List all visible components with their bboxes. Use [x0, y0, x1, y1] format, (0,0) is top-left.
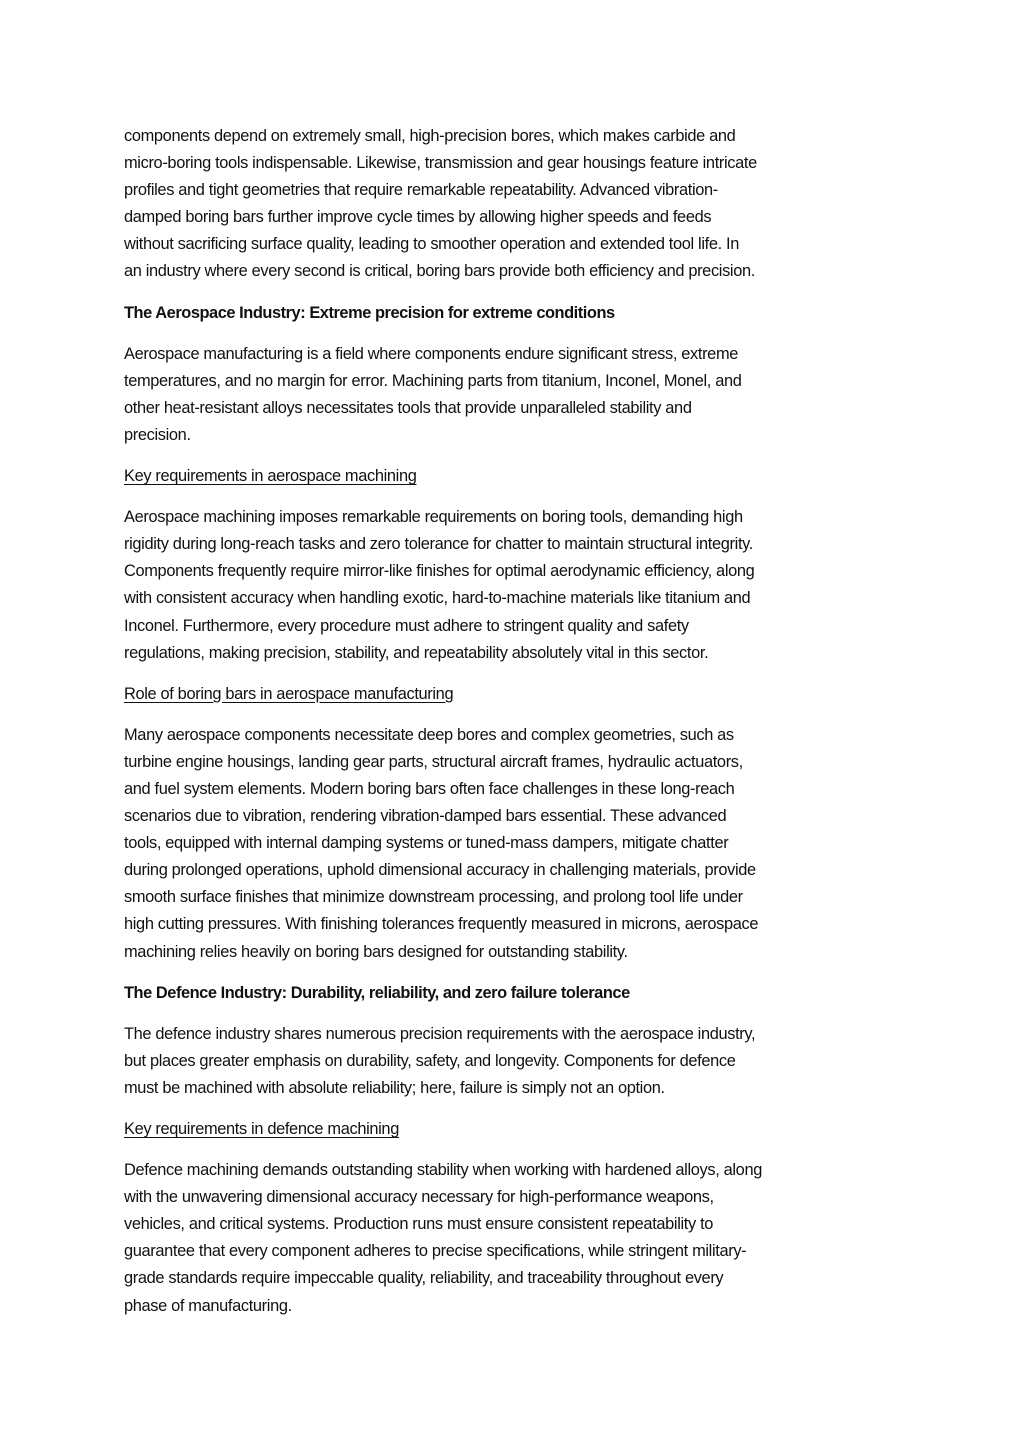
text-line: must be machined with absolute reliability; here, failure is simply not an option. [124, 1078, 665, 1097]
subheading-aerospace-requirements [124, 463, 914, 490]
defence-requirements-paragraph [124, 1157, 914, 1320]
text-line: The defence industry shares numerous precision requirements with the aerospace industry, [124, 1024, 756, 1043]
text-line: components depend on extremely small, high-precision bores, which makes carbide and [124, 127, 736, 145]
section-heading-defence [124, 980, 914, 1007]
text-line: vehicles, and critical systems. Production runs must ensure consistent repeatability to [124, 1215, 714, 1234]
text-line: Many aerospace components necessitate deep bores and complex geometries, such as [124, 725, 734, 744]
text-line: turbine engine housings, landing gear parts, structural aircraft frames, hydraulic actuators, [124, 752, 743, 771]
text-line: but places greater emphasis on durability, safety, and longevity. Components for defence [124, 1051, 736, 1070]
text-line: Aerospace machining imposes remarkable requirements on boring tools, demanding high [124, 508, 743, 527]
section-heading-aerospace [124, 300, 914, 327]
text-line: guarantee that every component adheres to precise specifications, while stringent military- [124, 1242, 747, 1261]
heading-text: The Defence Industry: Durability, reliability, and zero failure tolerance [124, 983, 630, 1002]
text-line: grade standards require impeccable quality, reliability, and traceability throughout every [124, 1269, 724, 1288]
heading-text: The Aerospace Industry: Extreme precision for extreme conditions [124, 303, 615, 322]
text-line: an industry where every second is critical, boring bars provide both efficiency and precision. [124, 262, 755, 281]
text-line: precision. [124, 425, 191, 444]
text-line: with consistent accuracy when handling exotic, hard-to-machine materials like titanium and [124, 589, 751, 608]
text-line: high cutting pressures. With finishing tolerances frequently measured in microns, aerospace [124, 915, 759, 934]
defence-intro-paragraph [124, 1021, 914, 1102]
aerospace-requirements-paragraph [124, 504, 914, 667]
document-page [124, 123, 914, 1334]
text-line: profiles and tight geometries that require remarkable repeatability. Advanced vibration- [124, 181, 718, 200]
text-line: regulations, making precision, stability, and repeatability absolutely vital in this sector. [124, 643, 709, 662]
text-line: machining relies heavily on boring bars designed for outstanding stability. [124, 942, 628, 961]
text-line: rigidity during long-reach tasks and zero tolerance for chatter to maintain structural integrity. [124, 535, 753, 554]
text-line: and fuel system elements. Modern boring bars often face challenges in these long-reach [124, 779, 735, 798]
text-line: other heat-resistant alloys necessitates tools that provide unparalleled stability and [124, 398, 692, 417]
text-line: scenarios due to vibration, rendering vibration-damped bars essential. These advanced [124, 807, 727, 826]
text-line: temperatures, and no margin for error. Machining parts from titanium, Inconel, Monel, and [124, 371, 742, 390]
text-line: phase of manufacturing. [124, 1296, 292, 1315]
intro-paragraph [124, 123, 914, 286]
text-line: Aerospace manufacturing is a field where components endure significant stress, extreme [124, 344, 739, 363]
text-line: tools, equipped with internal damping systems or tuned-mass dampers, mitigate chatter [124, 834, 729, 853]
subheading-aerospace-role [124, 681, 914, 708]
text-line: with the unwavering dimensional accuracy necessary for high-performance weapons, [124, 1188, 714, 1207]
text-line: Inconel. Furthermore, every procedure must adhere to stringent quality and safety [124, 616, 689, 635]
subheading-text: Key requirements in aerospace machining [124, 467, 417, 486]
text-line: smooth surface finishes that minimize downstream processing, and prolong tool life under [124, 888, 743, 907]
subheading-text: Role of boring bars in aerospace manufacturing [124, 684, 454, 703]
aerospace-role-paragraph [124, 722, 914, 966]
text-line: during prolonged operations, uphold dimensional accuracy in challenging materials, provide [124, 861, 756, 880]
text-line: without sacrificing surface quality, leading to smoother operation and extended tool life. In [124, 235, 739, 254]
subheading-defence-requirements [124, 1116, 914, 1143]
text-line: micro-boring tools indispensable. Likewise, transmission and gear housings feature intricate [124, 154, 757, 173]
subheading-text: Key requirements in defence machining [124, 1120, 399, 1138]
text-line: damped boring bars further improve cycle times by allowing higher speeds and feeds [124, 208, 712, 227]
aerospace-intro-paragraph [124, 341, 914, 449]
text-line: Components frequently require mirror-like finishes for optimal aerodynamic efficiency, along [124, 562, 755, 581]
text-line: Defence machining demands outstanding stability when working with hardened alloys, along [124, 1161, 762, 1180]
